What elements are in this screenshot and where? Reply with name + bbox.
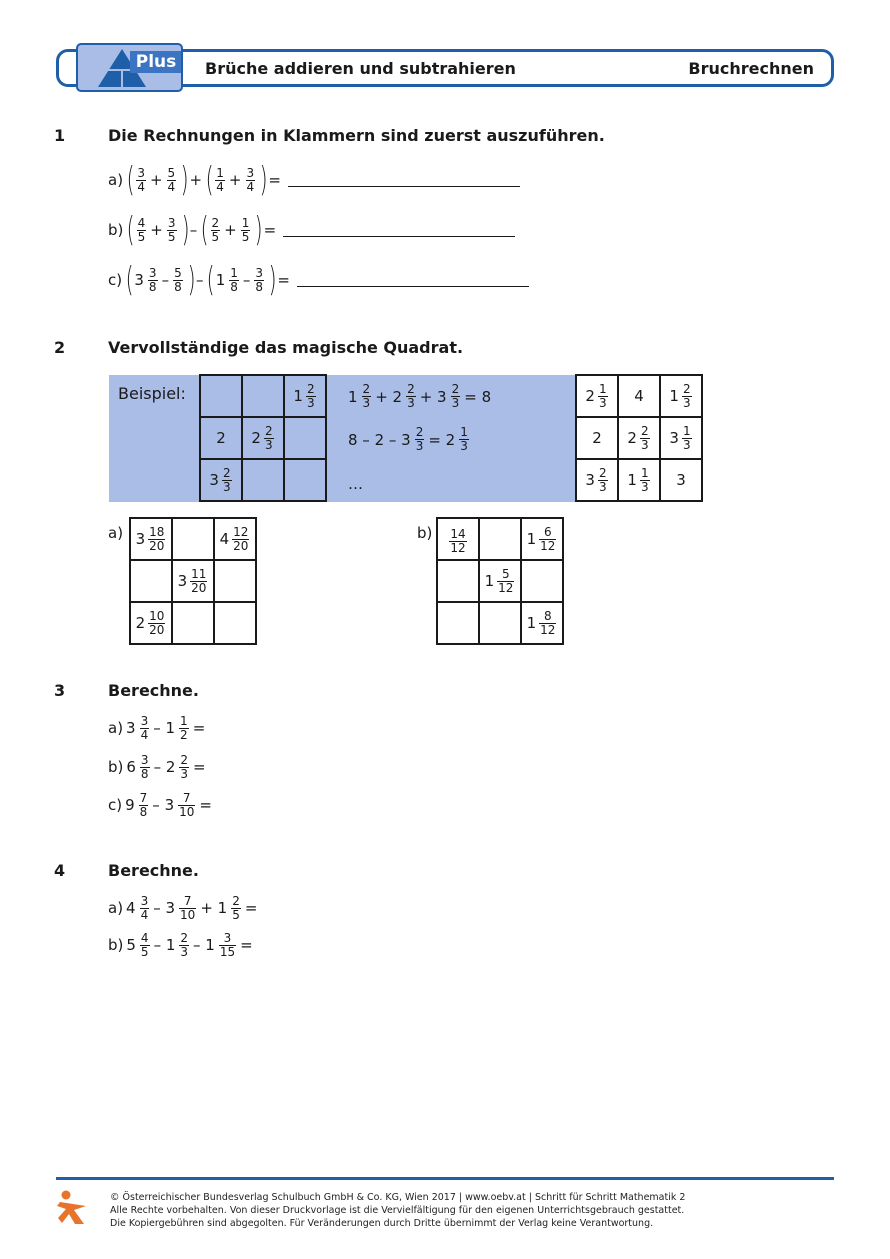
footer-divider [56,1177,834,1180]
task-number-4: 4 [54,861,66,880]
fraction: $\frac{5}{8}$ [174,265,182,294]
task3-c-expression: c) 9 $\frac{7}{8}$ – 3 $\frac{7}{10}$ = [108,790,212,819]
fraction: $\frac{3}{8}$ [148,265,157,294]
example-solution-square: 2 $\frac{1}{3}$ 4 1 $\frac{2}{3}$ 2 2 $\frac{2}{3}$ 3 $\frac{1}{3}$ 3 $\frac{2}{3}$ 1 $\frac{1}{3}$ 3 [575,374,703,502]
example-ellipsis: … [348,475,363,493]
task-number-1: 1 [54,126,66,145]
fraction: $\frac{3}{8}$ [255,265,264,294]
fraction: $\frac{1}{4}$ [216,165,224,194]
answer-line[interactable] [297,273,529,287]
publisher-logo-icon [56,1190,90,1226]
fraction: $\frac{1}{8}$ [230,265,238,294]
footer-line-3: Die Kopiergebühren sind abgegolten. Für Veränderungen durch Dritte übernimmt der Verlag keine Verantwortung. [110,1218,654,1229]
magic-square-b[interactable]: $\frac{14}{12}$ 1 $\frac{6}{12}$ 1 $\frac{5}{12}$ 1 $\frac{8}{12}$ [436,517,564,645]
task1-b-expression: b) ( $\frac{4}{5}$ + $\frac{3}{5}$ ) – ( $\frac{2}{5}$ + $\frac{1}{5}$ ) = [108,210,518,250]
footer-text [110,1191,685,1230]
magic-square-a[interactable]: 3 $\frac{18}{20}$ 4 $\frac{12}{20}$ 3 $\frac{11}{20}$ 2 $\frac{10}{20}$ [129,517,257,645]
worksheet-topic: Bruchrechnen [688,59,814,78]
label: a) [108,171,124,189]
task1-a-expression: a) ( $\frac{3}{4}$ + $\frac{5}{4}$ ) + ( $\frac{1}{4}$ + $\frac{3}{4}$ ) = [108,160,523,200]
task3-b-expression: b) 6 $\frac{3}{8}$ – 2 $\frac{2}{3}$ = [108,752,206,781]
task4-b-expression: b) 5 $\frac{4}{5}$ – 1 $\frac{2}{3}$ – 1 $\frac{3}{15}$ = [108,930,253,959]
fraction: $\frac{3}{4}$ [246,165,255,194]
footer-line-1: © Österreichischer Bundesverlag Schulbuch GmbH & Co. KG, Wien 2017 | www.oebv.at | Schritt für Schritt Mathematik 2 [110,1192,686,1203]
example-label: Beispiel: [118,384,186,403]
task4-a-expression: a) 4 $\frac{3}{4}$ – 3 $\frac{7}{10}$ + 1 $\frac{2}{5}$ = [108,893,258,922]
task-number-3: 3 [54,681,66,700]
fraction: $\frac{2}{5}$ [211,215,220,244]
task2-b-label: b) [417,524,433,542]
fraction: $\frac{4}{5}$ [137,215,146,244]
example-magic-square: 1 $\frac{2}{3}$ 2 2 $\frac{2}{3}$ 3 $\frac{2}{3}$ [199,374,327,502]
answer-line[interactable] [283,223,515,237]
task-heading-4: Berechne. [108,861,199,880]
task-heading-2: Vervollständige das magische Quadrat. [108,338,464,357]
label: c) [108,271,123,289]
footer-line-2: Alle Rechte vorbehalten. Von dieser Druckvorlage ist die Vervielfältigung für den eigenen Unterrichtsgebrauch gestattet. [110,1205,685,1216]
fraction: $\frac{1}{5}$ [241,215,250,244]
plus-logo [76,43,183,92]
fraction: $\frac{5}{4}$ [167,165,176,194]
worksheet-title: Brüche addieren und subtrahieren [205,59,516,78]
example-equation-1: 1 $\frac{2}{3}$ + 2 $\frac{2}{3}$ + 3 $\frac{2}{3}$ = 8 [348,382,492,410]
task-heading-1: Die Rechnungen in Klammern sind zuerst auszuführen. [108,126,605,145]
task-heading-3: Berechne. [108,681,199,700]
task1-c-expression: c) ( 3 $\frac{3}{8}$ – $\frac{5}{8}$ ) – ( 1 $\frac{1}{8}$ – $\frac{3}{8}$ ) = [108,260,532,300]
label: b) [108,221,124,239]
task-number-2: 2 [54,338,66,357]
task3-a-expression: a) 3 $\frac{3}{4}$ – 1 $\frac{1}{2}$ = [108,713,206,742]
fraction: $\frac{3}{5}$ [167,215,176,244]
example-equation-2: 8 – 2 – 3 $\frac{2}{3}$ = 2 $\frac{1}{3}$ [348,425,468,453]
answer-line[interactable] [288,173,520,187]
fraction: $\frac{3}{4}$ [137,165,145,194]
task2-a-label: a) [108,524,124,542]
logo-text: Plus [130,51,182,73]
